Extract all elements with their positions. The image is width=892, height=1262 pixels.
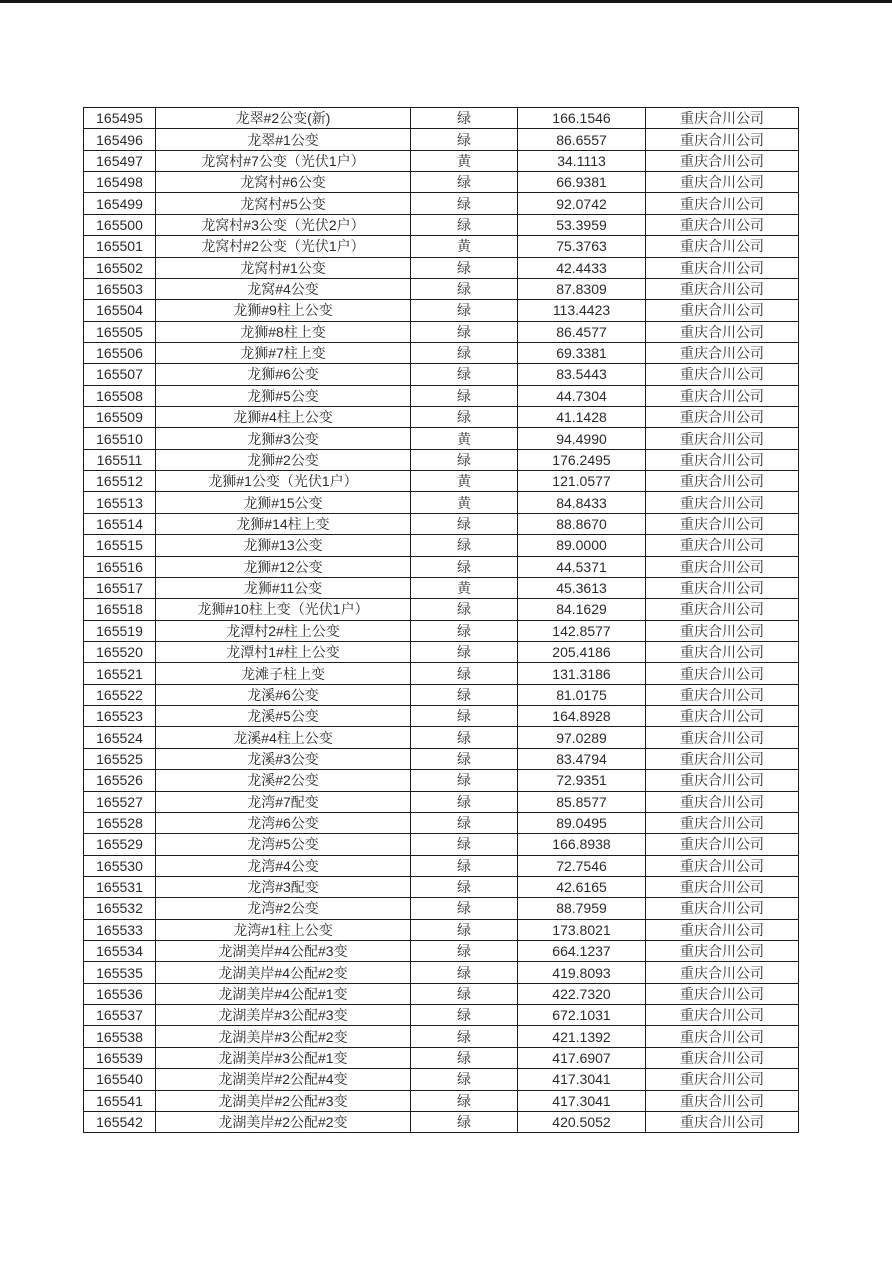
cell-id: 165515: [84, 535, 156, 556]
table-row: [84, 342, 799, 363]
cell-status: 绿: [411, 1047, 518, 1068]
cell-company: 重庆合川公司: [646, 129, 799, 150]
cell-status: 绿: [411, 1005, 518, 1026]
table-row: [84, 855, 799, 876]
cell-id: 165523: [84, 706, 156, 727]
cell-status: 绿: [411, 321, 518, 342]
table-row: [84, 471, 799, 492]
cell-value: 53.3959: [518, 214, 646, 235]
cell-name: 龙狮#2公变: [156, 449, 411, 470]
cell-company: 重庆合川公司: [646, 214, 799, 235]
cell-id: 165532: [84, 898, 156, 919]
cell-value: 166.1546: [518, 108, 646, 129]
cell-value: 142.8577: [518, 620, 646, 641]
table-row: [84, 641, 799, 662]
cell-name: 龙窝村#2公变（光伏1户）: [156, 236, 411, 257]
cell-id: 165500: [84, 214, 156, 235]
cell-name: 龙湖美岸#2公配#2变: [156, 1111, 411, 1132]
cell-status: 绿: [411, 129, 518, 150]
cell-name: 龙湾#7配变: [156, 791, 411, 812]
cell-value: 417.3041: [518, 1069, 646, 1090]
cell-company: 重庆合川公司: [646, 876, 799, 897]
cell-id: 165527: [84, 791, 156, 812]
cell-value: 664.1237: [518, 941, 646, 962]
cell-status: 绿: [411, 193, 518, 214]
cell-id: 165496: [84, 129, 156, 150]
cell-id: 165497: [84, 150, 156, 171]
cell-name: 龙湾#2公变: [156, 898, 411, 919]
cell-status: 绿: [411, 556, 518, 577]
cell-value: 94.4990: [518, 428, 646, 449]
cell-value: 422.7320: [518, 983, 646, 1004]
cell-company: 重庆合川公司: [646, 278, 799, 299]
cell-company: 重庆合川公司: [646, 834, 799, 855]
cell-company: 重庆合川公司: [646, 172, 799, 193]
cell-name: 龙窝村#7公变（光伏1户）: [156, 150, 411, 171]
cell-value: 45.3613: [518, 577, 646, 598]
table-row: [84, 620, 799, 641]
cell-name: 龙窝#4公变: [156, 278, 411, 299]
cell-name: 龙湾#4公变: [156, 855, 411, 876]
cell-value: 89.0495: [518, 812, 646, 833]
cell-value: 85.8577: [518, 791, 646, 812]
table-row: [84, 663, 799, 684]
cell-id: 165518: [84, 599, 156, 620]
cell-company: 重庆合川公司: [646, 919, 799, 940]
table-row: [84, 834, 799, 855]
table-row: [84, 385, 799, 406]
cell-status: 绿: [411, 876, 518, 897]
cell-value: 44.7304: [518, 385, 646, 406]
cell-status: 绿: [411, 855, 518, 876]
cell-value: 420.5052: [518, 1111, 646, 1132]
cell-status: 绿: [411, 385, 518, 406]
table-row: [84, 321, 799, 342]
cell-id: 165498: [84, 172, 156, 193]
cell-company: 重庆合川公司: [646, 748, 799, 769]
cell-name: 龙狮#3公变: [156, 428, 411, 449]
cell-id: 165507: [84, 364, 156, 385]
cell-company: 重庆合川公司: [646, 941, 799, 962]
cell-name: 龙湖美岸#3公配#3变: [156, 1005, 411, 1026]
table-row: [84, 898, 799, 919]
cell-status: 绿: [411, 1026, 518, 1047]
cell-id: 165524: [84, 727, 156, 748]
cell-status: 绿: [411, 706, 518, 727]
cell-status: 绿: [411, 663, 518, 684]
cell-company: 重庆合川公司: [646, 641, 799, 662]
table-row: [84, 1090, 799, 1111]
cell-status: 绿: [411, 214, 518, 235]
cell-value: 88.8670: [518, 513, 646, 534]
cell-id: 165528: [84, 812, 156, 833]
cell-status: 绿: [411, 1069, 518, 1090]
cell-name: 龙溪#2公变: [156, 770, 411, 791]
table-row: [84, 706, 799, 727]
cell-name: 龙窝村#6公变: [156, 172, 411, 193]
cell-id: 165536: [84, 983, 156, 1004]
cell-value: 173.8021: [518, 919, 646, 940]
cell-value: 83.5443: [518, 364, 646, 385]
cell-company: 重庆合川公司: [646, 407, 799, 428]
cell-value: 121.0577: [518, 471, 646, 492]
cell-value: 89.0000: [518, 535, 646, 556]
cell-company: 重庆合川公司: [646, 108, 799, 129]
cell-name: 龙溪#6公变: [156, 684, 411, 705]
table-row: [84, 492, 799, 513]
cell-company: 重庆合川公司: [646, 257, 799, 278]
cell-id: 165508: [84, 385, 156, 406]
table-row: [84, 556, 799, 577]
cell-name: 龙湾#6公变: [156, 812, 411, 833]
table-row: [84, 257, 799, 278]
cell-value: 87.8309: [518, 278, 646, 299]
cell-status: 绿: [411, 535, 518, 556]
cell-value: 86.6557: [518, 129, 646, 150]
cell-id: 165541: [84, 1090, 156, 1111]
cell-status: 绿: [411, 727, 518, 748]
cell-company: 重庆合川公司: [646, 663, 799, 684]
cell-name: 龙狮#9柱上公变: [156, 300, 411, 321]
cell-value: 83.4794: [518, 748, 646, 769]
cell-status: 绿: [411, 770, 518, 791]
cell-name: 龙湖美岸#4公配#1变: [156, 983, 411, 1004]
cell-company: 重庆合川公司: [646, 535, 799, 556]
cell-status: 绿: [411, 962, 518, 983]
table-row: [84, 748, 799, 769]
cell-value: 88.7959: [518, 898, 646, 919]
table-row: [84, 577, 799, 598]
cell-name: 龙狮#8柱上变: [156, 321, 411, 342]
cell-status: 黄: [411, 236, 518, 257]
cell-name: 龙湾#3配变: [156, 876, 411, 897]
cell-company: 重庆合川公司: [646, 770, 799, 791]
cell-status: 绿: [411, 748, 518, 769]
cell-status: 黄: [411, 428, 518, 449]
table-row: [84, 278, 799, 299]
cell-id: 165512: [84, 471, 156, 492]
cell-name: 龙湖美岸#2公配#3变: [156, 1090, 411, 1111]
cell-company: 重庆合川公司: [646, 1047, 799, 1068]
cell-status: 绿: [411, 257, 518, 278]
cell-name: 龙湖美岸#4公配#2变: [156, 962, 411, 983]
cell-company: 重庆合川公司: [646, 236, 799, 257]
table-row: [84, 172, 799, 193]
cell-company: 重庆合川公司: [646, 385, 799, 406]
cell-name: 龙滩子柱上变: [156, 663, 411, 684]
cell-id: 165537: [84, 1005, 156, 1026]
cell-status: 绿: [411, 342, 518, 363]
cell-company: 重庆合川公司: [646, 1111, 799, 1132]
cell-id: 165526: [84, 770, 156, 791]
cell-company: 重庆合川公司: [646, 428, 799, 449]
cell-value: 419.8093: [518, 962, 646, 983]
cell-name: 龙窝村#1公变: [156, 257, 411, 278]
cell-id: 165517: [84, 577, 156, 598]
top-edge-bar: [0, 0, 892, 3]
cell-name: 龙狮#1公变（光伏1户）: [156, 471, 411, 492]
table-row: [84, 150, 799, 171]
cell-name: 龙狮#10柱上变（光伏1户）: [156, 599, 411, 620]
cell-id: 165514: [84, 513, 156, 534]
cell-status: 黄: [411, 577, 518, 598]
cell-value: 97.0289: [518, 727, 646, 748]
cell-status: 绿: [411, 599, 518, 620]
cell-status: 绿: [411, 278, 518, 299]
transformer-table: [83, 107, 799, 1133]
cell-value: 417.3041: [518, 1090, 646, 1111]
cell-status: 绿: [411, 1111, 518, 1132]
cell-id: 165510: [84, 428, 156, 449]
cell-status: 黄: [411, 471, 518, 492]
cell-status: 绿: [411, 791, 518, 812]
cell-value: 84.1629: [518, 599, 646, 620]
cell-status: 绿: [411, 1090, 518, 1111]
cell-company: 重庆合川公司: [646, 471, 799, 492]
cell-id: 165502: [84, 257, 156, 278]
cell-value: 205.4186: [518, 641, 646, 662]
table-row: [84, 236, 799, 257]
cell-status: 绿: [411, 941, 518, 962]
cell-id: 165525: [84, 748, 156, 769]
cell-name: 龙狮#13公变: [156, 535, 411, 556]
table-row: [84, 791, 799, 812]
cell-value: 417.6907: [518, 1047, 646, 1068]
cell-status: 绿: [411, 834, 518, 855]
cell-status: 绿: [411, 513, 518, 534]
cell-value: 86.4577: [518, 321, 646, 342]
cell-value: 72.7546: [518, 855, 646, 876]
table-row: [84, 428, 799, 449]
cell-value: 421.1392: [518, 1026, 646, 1047]
cell-value: 176.2495: [518, 449, 646, 470]
cell-value: 75.3763: [518, 236, 646, 257]
cell-id: 165542: [84, 1111, 156, 1132]
cell-company: 重庆合川公司: [646, 150, 799, 171]
cell-name: 龙翠#1公变: [156, 129, 411, 150]
cell-id: 165503: [84, 278, 156, 299]
cell-name: 龙湖美岸#3公配#2变: [156, 1026, 411, 1047]
cell-status: 黄: [411, 492, 518, 513]
cell-company: 重庆合川公司: [646, 1090, 799, 1111]
cell-id: 165529: [84, 834, 156, 855]
cell-id: 165522: [84, 684, 156, 705]
cell-name: 龙狮#6公变: [156, 364, 411, 385]
cell-id: 165539: [84, 1047, 156, 1068]
cell-name: 龙溪#3公变: [156, 748, 411, 769]
cell-value: 92.0742: [518, 193, 646, 214]
cell-company: 重庆合川公司: [646, 556, 799, 577]
cell-status: 绿: [411, 898, 518, 919]
table-body: [84, 108, 799, 1133]
cell-status: 绿: [411, 449, 518, 470]
cell-company: 重庆合川公司: [646, 321, 799, 342]
cell-company: 重庆合川公司: [646, 300, 799, 321]
table-row: [84, 535, 799, 556]
table-row: [84, 983, 799, 1004]
cell-id: 165511: [84, 449, 156, 470]
cell-id: 165533: [84, 919, 156, 940]
cell-value: 72.9351: [518, 770, 646, 791]
cell-company: 重庆合川公司: [646, 855, 799, 876]
cell-company: 重庆合川公司: [646, 599, 799, 620]
table-row: [84, 684, 799, 705]
table-row: [84, 407, 799, 428]
table-row: [84, 876, 799, 897]
table-row: [84, 599, 799, 620]
table-row: [84, 1047, 799, 1068]
cell-name: 龙湖美岸#4公配#3变: [156, 941, 411, 962]
cell-status: 绿: [411, 684, 518, 705]
cell-company: 重庆合川公司: [646, 342, 799, 363]
cell-status: 绿: [411, 364, 518, 385]
cell-name: 龙溪#5公变: [156, 706, 411, 727]
cell-id: 165520: [84, 641, 156, 662]
cell-id: 165535: [84, 962, 156, 983]
table-row: [84, 108, 799, 129]
cell-name: 龙潭村1#柱上公变: [156, 641, 411, 662]
cell-id: 165540: [84, 1069, 156, 1090]
table-row: [84, 770, 799, 791]
cell-company: 重庆合川公司: [646, 684, 799, 705]
cell-value: 44.5371: [518, 556, 646, 577]
cell-status: 绿: [411, 983, 518, 1004]
table-row: [84, 300, 799, 321]
cell-name: 龙狮#7柱上变: [156, 342, 411, 363]
cell-id: 165499: [84, 193, 156, 214]
cell-company: 重庆合川公司: [646, 193, 799, 214]
cell-company: 重庆合川公司: [646, 577, 799, 598]
cell-name: 龙湖美岸#2公配#4变: [156, 1069, 411, 1090]
cell-name: 龙溪#4柱上公变: [156, 727, 411, 748]
cell-company: 重庆合川公司: [646, 364, 799, 385]
cell-company: 重庆合川公司: [646, 492, 799, 513]
cell-id: 165495: [84, 108, 156, 129]
cell-company: 重庆合川公司: [646, 898, 799, 919]
cell-value: 41.1428: [518, 407, 646, 428]
cell-company: 重庆合川公司: [646, 1069, 799, 1090]
cell-value: 84.8433: [518, 492, 646, 513]
cell-value: 166.8938: [518, 834, 646, 855]
cell-name: 龙窝村#3公变（光伏2户）: [156, 214, 411, 235]
table-row: [84, 727, 799, 748]
cell-id: 165504: [84, 300, 156, 321]
cell-value: 42.4433: [518, 257, 646, 278]
cell-value: 34.1113: [518, 150, 646, 171]
cell-id: 165534: [84, 941, 156, 962]
table-row: [84, 449, 799, 470]
cell-status: 绿: [411, 919, 518, 940]
cell-value: 131.3186: [518, 663, 646, 684]
table-row: [84, 513, 799, 534]
table-row: [84, 1026, 799, 1047]
cell-status: 黄: [411, 150, 518, 171]
cell-name: 龙窝村#5公变: [156, 193, 411, 214]
cell-id: 165521: [84, 663, 156, 684]
cell-status: 绿: [411, 407, 518, 428]
cell-id: 165509: [84, 407, 156, 428]
cell-status: 绿: [411, 641, 518, 662]
cell-status: 绿: [411, 300, 518, 321]
cell-company: 重庆合川公司: [646, 706, 799, 727]
cell-id: 165505: [84, 321, 156, 342]
cell-id: 165530: [84, 855, 156, 876]
cell-company: 重庆合川公司: [646, 727, 799, 748]
cell-value: 81.0175: [518, 684, 646, 705]
table-row: [84, 193, 799, 214]
cell-name: 龙狮#5公变: [156, 385, 411, 406]
cell-name: 龙狮#11公变: [156, 577, 411, 598]
cell-company: 重庆合川公司: [646, 513, 799, 534]
table-row: [84, 364, 799, 385]
cell-company: 重庆合川公司: [646, 962, 799, 983]
cell-name: 龙湖美岸#3公配#1变: [156, 1047, 411, 1068]
cell-name: 龙狮#12公变: [156, 556, 411, 577]
cell-id: 165516: [84, 556, 156, 577]
table-row: [84, 1111, 799, 1132]
table-row: [84, 214, 799, 235]
table-row: [84, 812, 799, 833]
table-row: [84, 1069, 799, 1090]
table-row: [84, 129, 799, 150]
cell-value: 672.1031: [518, 1005, 646, 1026]
cell-company: 重庆合川公司: [646, 1026, 799, 1047]
table-row: [84, 941, 799, 962]
cell-id: 165501: [84, 236, 156, 257]
cell-company: 重庆合川公司: [646, 1005, 799, 1026]
table-row: [84, 919, 799, 940]
cell-id: 165538: [84, 1026, 156, 1047]
cell-name: 龙狮#15公变: [156, 492, 411, 513]
cell-company: 重庆合川公司: [646, 983, 799, 1004]
cell-name: 龙湾#1柱上公变: [156, 919, 411, 940]
table-row: [84, 1005, 799, 1026]
cell-value: 69.3381: [518, 342, 646, 363]
cell-company: 重庆合川公司: [646, 620, 799, 641]
cell-company: 重庆合川公司: [646, 791, 799, 812]
cell-id: 165531: [84, 876, 156, 897]
cell-id: 165519: [84, 620, 156, 641]
cell-name: 龙狮#4柱上公变: [156, 407, 411, 428]
cell-value: 113.4423: [518, 300, 646, 321]
cell-value: 66.9381: [518, 172, 646, 193]
cell-value: 42.6165: [518, 876, 646, 897]
cell-status: 绿: [411, 172, 518, 193]
cell-status: 绿: [411, 108, 518, 129]
cell-id: 165513: [84, 492, 156, 513]
cell-value: 164.8928: [518, 706, 646, 727]
cell-status: 绿: [411, 620, 518, 641]
cell-status: 绿: [411, 812, 518, 833]
cell-name: 龙潭村2#柱上公变: [156, 620, 411, 641]
cell-company: 重庆合川公司: [646, 812, 799, 833]
cell-name: 龙狮#14柱上变: [156, 513, 411, 534]
cell-name: 龙湾#5公变: [156, 834, 411, 855]
cell-name: 龙翠#2公变(新): [156, 108, 411, 129]
table-row: [84, 962, 799, 983]
cell-company: 重庆合川公司: [646, 449, 799, 470]
cell-id: 165506: [84, 342, 156, 363]
